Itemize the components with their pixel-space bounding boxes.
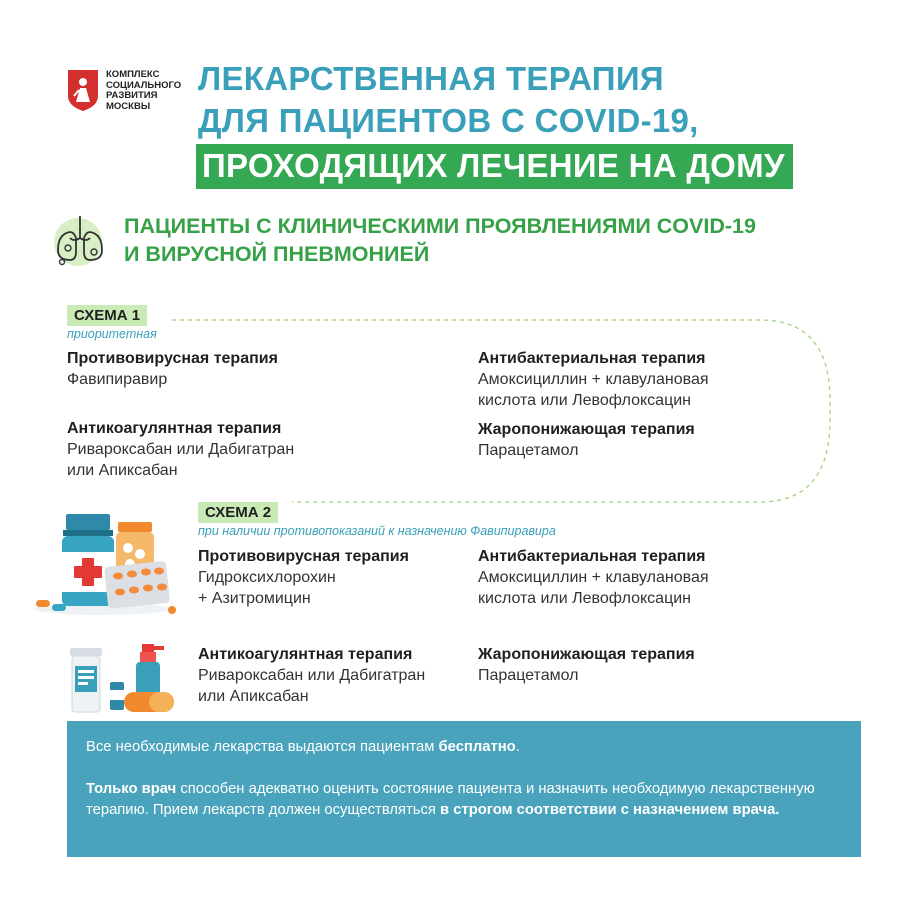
scheme-1-badge: СХЕМА 1: [67, 305, 147, 326]
info-bold: бесплатно: [438, 739, 516, 755]
therapy-value: Парацетамол: [478, 667, 579, 684]
therapy-heading: Антикоагулянтная терапия: [67, 420, 282, 437]
subtitle-line-2: И ВИРУСНОЙ ПНЕВМОНИЕЙ: [124, 242, 430, 266]
logo-line: КОМПЛЕКС: [106, 69, 160, 80]
therapy-heading: Жаропонижающая терапия: [478, 646, 695, 663]
s1-antiviral: [67, 348, 278, 390]
medicine-bottles-icon: [32, 514, 182, 620]
logo-line: СОЦИАЛЬНОГО: [106, 79, 182, 91]
therapy-value: кислота или Левофлоксацин: [478, 590, 692, 607]
therapy-heading: Противовирусная терапия: [67, 350, 278, 367]
therapy-heading: Жаропонижающая терапия: [478, 421, 695, 438]
logo-line: МОСКВЫ: [106, 100, 151, 112]
info-bold: Только врач: [86, 781, 177, 797]
therapy-heading: Антикоагулянтная терапия: [198, 646, 413, 663]
therapy-value: Ривароксабан или Дабигатран: [67, 441, 295, 458]
therapy-heading: Антибактериальная терапия: [478, 350, 706, 367]
info-paragraph-2: [86, 779, 846, 821]
medicine-jar-spray-icon: [66, 640, 178, 716]
scheme-1-note: приоритетная: [67, 327, 157, 341]
info-text: Все необходимые лекарства выдаются пациентам: [86, 739, 439, 755]
s2-anticoag: [198, 644, 425, 707]
subtitle-line-1: ПАЦИЕНТЫ С КЛИНИЧЕСКИМИ ПРОЯВЛЕНИЯМИ COVID-19: [124, 214, 756, 238]
info-box: [67, 721, 861, 857]
info-paragraph-1: [86, 737, 520, 758]
therapy-value: или Апиксабан: [198, 688, 309, 705]
lungs-icon: [48, 208, 112, 272]
logo: [66, 68, 206, 114]
therapy-value: Амоксициллин + клавулановая: [478, 371, 709, 388]
therapy-value: Ривароксабан или Дабигатран: [198, 667, 426, 684]
title-line-2: ДЛЯ ПАЦИЕНТОВ С COVID-19,: [198, 102, 699, 139]
therapy-value: Фавипиравир: [67, 371, 168, 388]
therapy-value: кислота или Левофлоксацин: [478, 392, 692, 409]
scheme-2-badge: СХЕМА 2: [198, 502, 278, 523]
s2-antibacterial: [478, 546, 709, 609]
info-bold: в строгом соответствии с назначением врача.: [440, 802, 780, 818]
therapy-value: Амоксициллин + клавулановая: [478, 569, 709, 586]
therapy-heading: Противовирусная терапия: [198, 548, 409, 565]
logo-line: РАЗВИТИЯ: [106, 90, 158, 101]
scheme-2-note: при наличии противопоказаний к назначению Фавипиравира: [198, 524, 556, 538]
s1-antibacterial: [478, 348, 709, 411]
subtitle: [124, 212, 756, 268]
s2-antiviral: [198, 546, 409, 609]
moscow-emblem-icon: [66, 68, 100, 112]
info-text: .: [515, 739, 520, 755]
s1-antipyretic: [478, 419, 695, 461]
therapy-value: или Апиксабан: [67, 462, 178, 479]
therapy-value: Гидроксихлорохин: [198, 569, 336, 586]
info-text: способен адекватно оценить состояние пациента и назначить необходимую лекарственную терапию. Прием лекарств должен осуществляться: [86, 781, 815, 818]
therapy-heading: Антибактериальная терапия: [478, 548, 706, 565]
therapy-value: + Азитромицин: [198, 590, 311, 607]
s1-anticoag: [67, 418, 294, 481]
title-line-1: ЛЕКАРСТВЕННАЯ ТЕРАПИЯ: [198, 60, 664, 97]
logo-text: [106, 70, 181, 112]
title-line-3: ПРОХОДЯЩИХ ЛЕЧЕНИЕ НА ДОМУ: [196, 144, 793, 189]
s2-antipyretic: [478, 644, 695, 686]
therapy-value: Парацетамол: [478, 442, 579, 459]
